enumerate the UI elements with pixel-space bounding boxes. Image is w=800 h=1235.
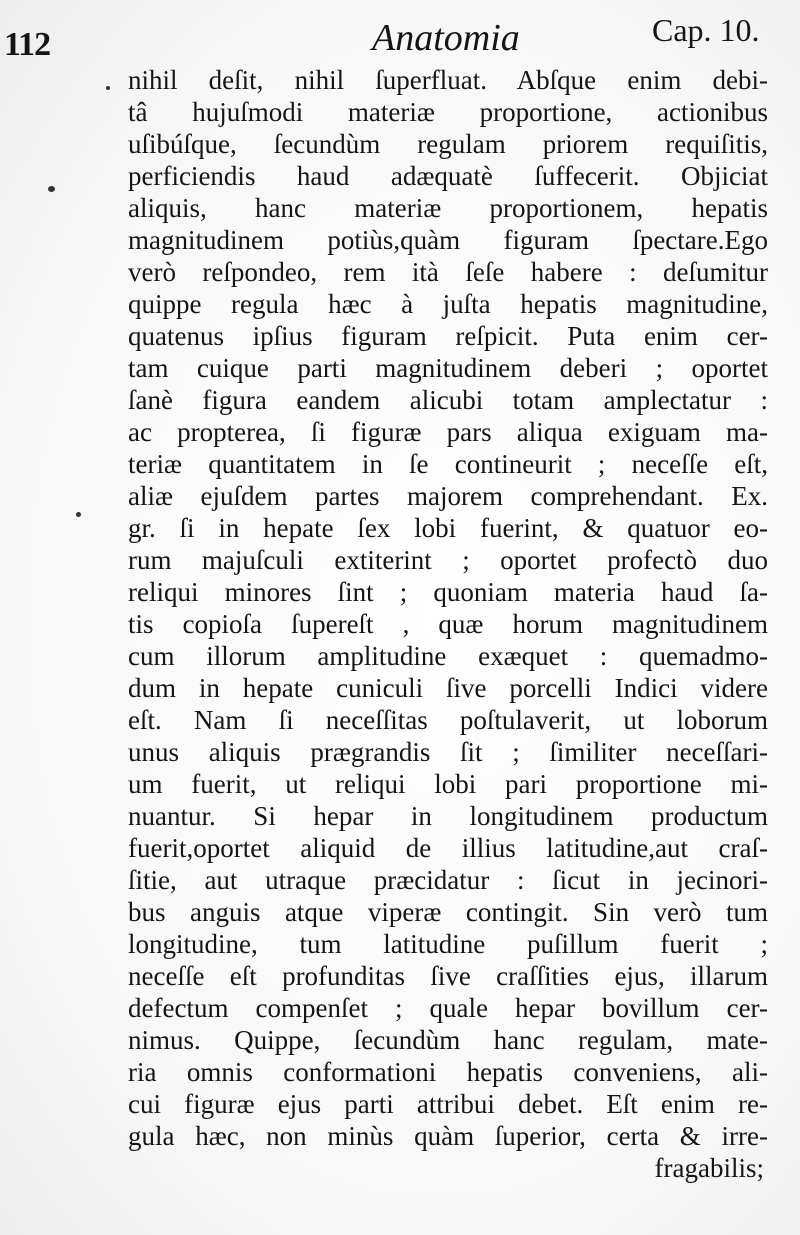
running-title: Anatomia [372, 17, 520, 59]
ink-speck [48, 186, 55, 192]
page-number: 112 [4, 26, 51, 63]
text-line: tam cuique parti magnitudinem deberi ; oportet [128, 353, 768, 383]
page-header [0, 8, 800, 66]
text-line: defectum compenſet ; quale hepar bovillum cer- [128, 993, 768, 1023]
text-line: gr. ſi in hepate ſex lobi fuerint, & quatuor eo- [128, 513, 768, 543]
text-line: bus anguis atque viperæ contingit. Sin verò tum [128, 897, 768, 927]
text-line: aliquis, hanc materiæ proportionem, hepatis [128, 193, 768, 223]
text-line: rum majuſculi extiterint ; oportet profectò duo [128, 545, 768, 575]
text-line: aliæ ejuſdem partes majorem comprehendant. Ex. [128, 481, 768, 511]
text-line: reliqui minores ſint ; quoniam materia haud ſa- [128, 577, 768, 607]
text-line: uſibúſque, ſecundùm regulam priorem requiſitis, [128, 129, 768, 159]
text-line: neceſſe eſt profunditas ſive craſſities ejus, illarum [128, 961, 768, 991]
text-line: cum illorum amplitudine exæquet : quemadmo- [128, 641, 768, 671]
text-line: ſitie, aut utraque præcidatur : ſicut in jecinori- [128, 865, 768, 895]
text-line: tis copioſa ſupereſt , quæ horum magnitudinem [128, 609, 768, 639]
text-line: gula hæc, non minùs quàm ſuperior, certa & irre- [128, 1121, 768, 1151]
ink-speck [76, 512, 81, 517]
text-line: um fuerit, ut reliqui lobi pari proportione mi- [128, 769, 768, 799]
text-line: perficiendis haud adæquatè ſuffecerit. Objiciat [128, 161, 768, 191]
text-line: eſt. Nam ſi neceſſitas poſtulaverit, ut loborum [128, 705, 768, 735]
text-line: nuantur. Si hepar in longitudinem productum [128, 801, 768, 831]
text-line: quippe regula hæc à juſta hepatis magnitudine, [128, 289, 768, 319]
text-line: tâ hujuſmodi materiæ proportione, actionibus [128, 97, 768, 127]
text-line: nimus. Quippe, ſecundùm hanc regulam, mate- [128, 1025, 768, 1055]
ink-speck [106, 86, 110, 90]
text-line: dum in hepate cuniculi ſive porcelli Indici videre [128, 673, 768, 703]
text-line: fuerit,oportet aliquid de illius latitudine,aut craſ- [128, 833, 768, 863]
body-text [128, 64, 768, 1184]
text-line: ria omnis conformationi hepatis conveniens, ali- [128, 1057, 768, 1087]
text-line: quatenus ipſius figuram reſpicit. Puta enim cer- [128, 321, 768, 351]
text-line: ſanè figura eandem alicubi totam amplectatur : [128, 385, 768, 415]
text-line: nihil deſit, nihil ſuperfluat. Abſque enim debi- [128, 65, 768, 95]
catchword-line: fragabilis; [654, 1153, 764, 1183]
text-line: cui figuræ ejus parti attribui debet. Eſt enim re- [128, 1089, 768, 1119]
chapter-label: Cap. 10. [652, 12, 760, 48]
text-line: teriæ quantitatem in ſe contineurit ; neceſſe eſt, [128, 449, 768, 479]
text-line: longitudine, tum latitudine puſillum fuerit ; [128, 929, 768, 959]
text-line: ac propterea, ſi figuræ pars aliqua exiguam ma- [128, 417, 768, 447]
text-line: magnitudinem potiùs,quàm figuram ſpectare.Ego [128, 225, 768, 255]
text-line: unus aliquis prægrandis ſit ; ſimiliter neceſſari- [128, 737, 768, 767]
text-line: verò reſpondeo, rem ità ſeſe habere : deſumitur [128, 257, 768, 287]
